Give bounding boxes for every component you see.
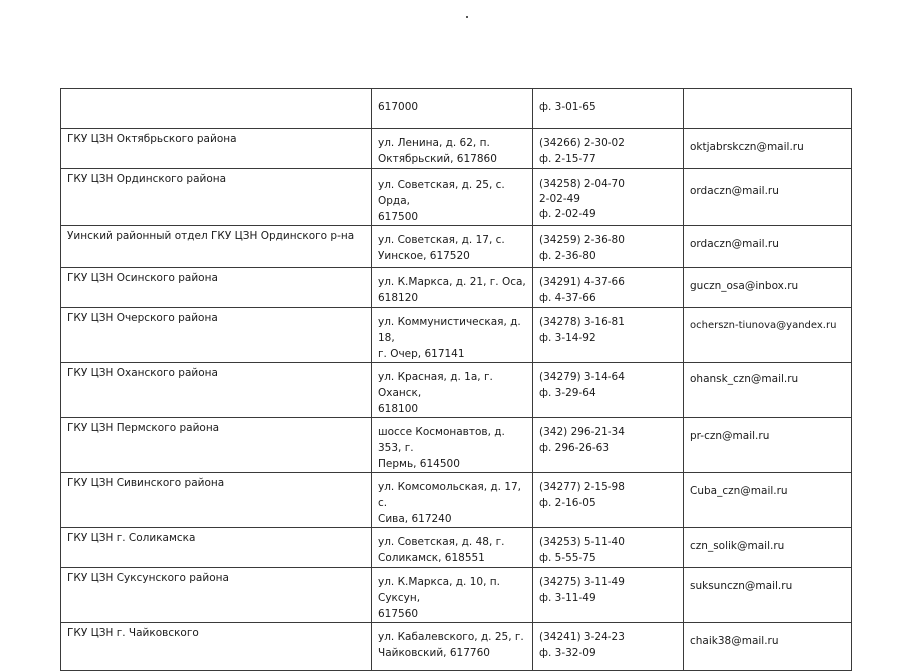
center-name-cell: Уинский районный отдел ГКУ ЦЗН Ординского р-на [61,226,372,268]
email-cell: ocherszn-tiunova@yandex.ru [684,308,852,363]
phone-cell: ф. 3-01-65 [533,89,684,129]
phone-cell: (34278) 3-16-81 ф. 3-14-92 [533,308,684,363]
address-cell: ул. Советская, д. 25, с. Орда, 617500 [372,169,533,226]
center-name-cell: ГКУ ЦЗН Октябрьского района [61,129,372,169]
phone-cell: (34258) 2-04-70 2-02-49 ф. 2-02-49 [533,169,684,226]
email-cell: Cuba_czn@mail.ru [684,473,852,528]
phone-cell: (34277) 2-15-98 ф. 2-16-05 [533,473,684,528]
table-row [61,169,852,226]
table-row [61,226,852,268]
center-name-cell: ГКУ ЦЗН г. Соликамска [61,528,372,568]
email-cell: ordaczn@mail.ru [684,226,852,268]
center-name-cell: ГКУ ЦЗН Сивинского района [61,473,372,528]
address-cell: 617000 [372,89,533,129]
email-cell: chaik38@mail.ru [684,623,852,671]
center-name-cell: ГКУ ЦЗН г. Чайковского [61,623,372,671]
email-cell: pr-czn@mail.ru [684,418,852,473]
table-row [61,308,852,363]
phone-cell: (34253) 5-11-40 ф. 5-55-75 [533,528,684,568]
email-cell: oktjabrskczn@mail.ru [684,129,852,169]
employment-centers-table [60,88,852,671]
address-cell: ул. Коммунистическая, д. 18, г. Очер, 617141 [372,308,533,363]
table-row [61,473,852,528]
center-name-cell [61,89,372,129]
email-cell: ordaczn@mail.ru [684,169,852,226]
phone-cell: (34279) 3-14-64 ф. 3-29-64 [533,363,684,418]
address-cell: ул. Советская, д. 17, с. Уинское, 617520 [372,226,533,268]
center-name-cell: ГКУ ЦЗН Оханского района [61,363,372,418]
phone-cell: (34259) 2-36-80 ф. 2-36-80 [533,226,684,268]
address-cell: ул. Комсомольская, д. 17, с. Сива, 617240 [372,473,533,528]
email-cell: guczn_osa@inbox.ru [684,268,852,308]
table-row [61,363,852,418]
phone-cell: (34275) 3-11-49 ф. 3-11-49 [533,568,684,623]
center-name-cell: ГКУ ЦЗН Суксунского района [61,568,372,623]
center-name-cell: ГКУ ЦЗН Осинского района [61,268,372,308]
center-name-cell: ГКУ ЦЗН Ординского района [61,169,372,226]
scan-speck [466,16,468,18]
email-cell: ohansk_czn@mail.ru [684,363,852,418]
email-cell [684,89,852,129]
address-cell: ул. К.Маркса, д. 10, п. Суксун, 617560 [372,568,533,623]
address-cell: ул. Ленина, д. 62, п. Октябрьский, 617860 [372,129,533,169]
table-row [61,623,852,671]
address-cell: шоссе Космонавтов, д. 353, г. Пермь, 614500 [372,418,533,473]
address-cell: ул. К.Маркса, д. 21, г. Оса, 618120 [372,268,533,308]
address-cell: ул. Кабалевского, д. 25, г. Чайковский, 617760 [372,623,533,671]
center-name-cell: ГКУ ЦЗН Очерского района [61,308,372,363]
address-cell: ул. Красная, д. 1а, г. Оханск, 618100 [372,363,533,418]
phone-cell: (34291) 4-37-66 ф. 4-37-66 [533,268,684,308]
email-cell: czn_solik@mail.ru [684,528,852,568]
email-cell: suksunczn@mail.ru [684,568,852,623]
table-row [61,528,852,568]
center-name-cell: ГКУ ЦЗН Пермского района [61,418,372,473]
table-row [61,129,852,169]
phone-cell: (34266) 2-30-02 ф. 2-15-77 [533,129,684,169]
address-cell: ул. Советская, д. 48, г. Соликамск, 618551 [372,528,533,568]
phone-cell: (342) 296-21-34 ф. 296-26-63 [533,418,684,473]
table-row [61,418,852,473]
table-row [61,268,852,308]
table-row [61,568,852,623]
table-row [61,89,852,129]
phone-cell: (34241) 3-24-23 ф. 3-32-09 [533,623,684,671]
